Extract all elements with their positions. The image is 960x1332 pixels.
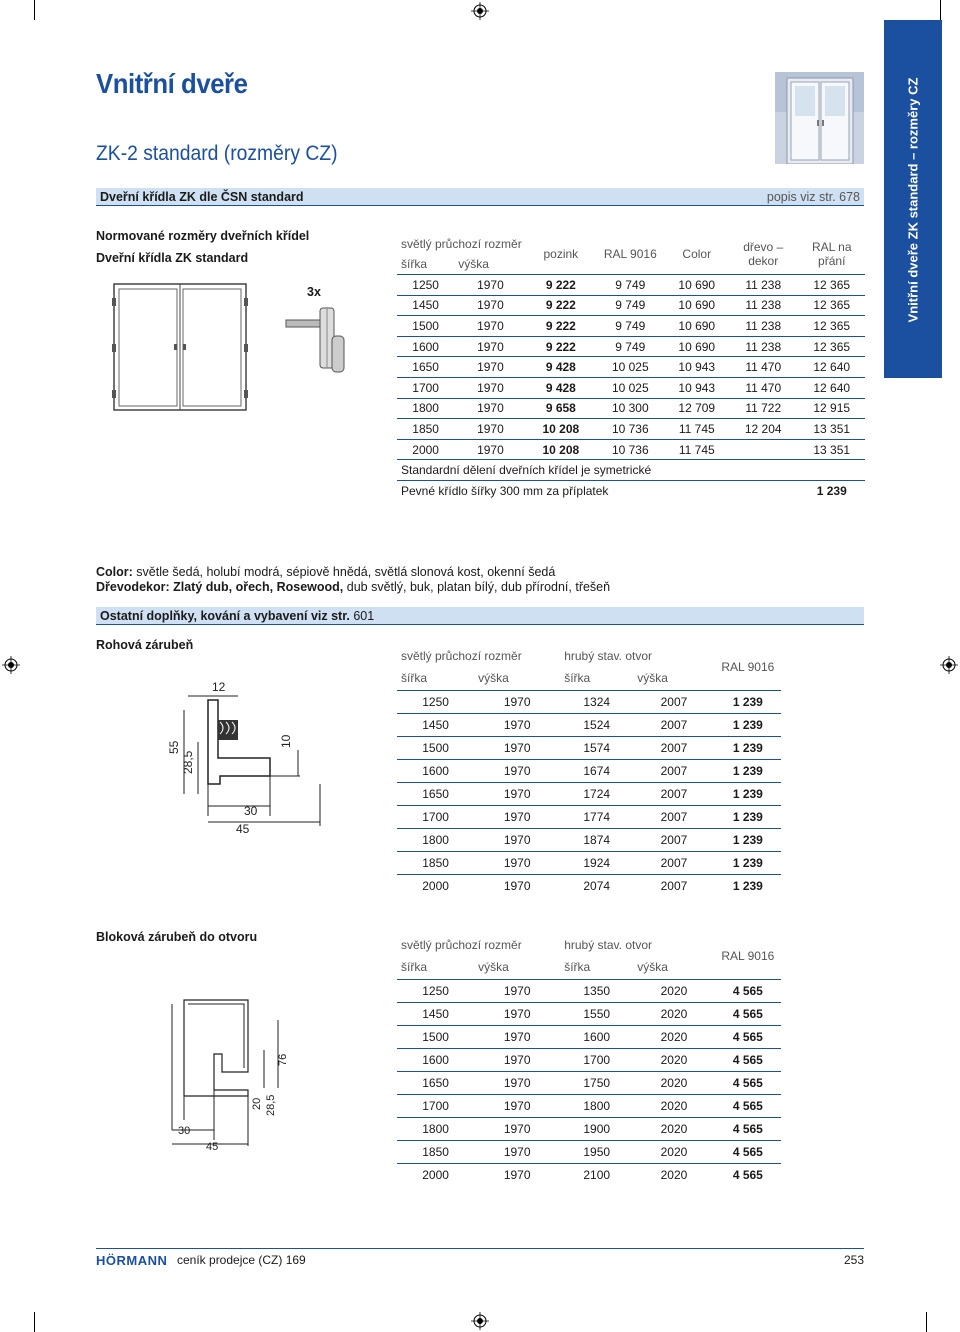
table-row	[397, 1094, 781, 1117]
table-cell: 10 208	[527, 439, 595, 460]
table-cell: 2074	[560, 874, 633, 897]
dim-45: 45	[206, 1141, 219, 1153]
table-cell: 2020	[633, 1140, 714, 1163]
table-cell: 1250	[397, 690, 474, 713]
registration-mark-icon	[2, 656, 20, 674]
table-cell: 1800	[397, 398, 454, 419]
table-cell: 11 238	[728, 295, 798, 316]
table-cell: 12 365	[798, 275, 865, 296]
dim-12: 12	[212, 680, 226, 694]
bar-reference	[767, 190, 860, 204]
page-title: Vnitřní dveře	[96, 68, 248, 99]
table-cell: 1574	[560, 736, 633, 759]
table-cell: 2007	[633, 736, 714, 759]
table-cell: 9 222	[527, 295, 595, 316]
table-cell: 1600	[397, 336, 454, 357]
table-cell: 10 025	[595, 378, 665, 399]
table-cell: 4 565	[715, 1002, 781, 1025]
table-cell: 1600	[397, 759, 474, 782]
table-cell: 2007	[633, 874, 714, 897]
table-cell: 9 222	[527, 316, 595, 337]
table-row	[397, 828, 781, 851]
table-cell: 1 239	[715, 690, 781, 713]
table-cell: 9 658	[527, 398, 595, 419]
table-cell: 10 690	[666, 275, 728, 296]
table-cell: 9 749	[595, 295, 665, 316]
table-cell: 1970	[454, 316, 526, 337]
block-frame-profile-drawing	[160, 980, 300, 1160]
table-row	[397, 295, 865, 316]
dim-30: 30	[178, 1125, 191, 1137]
table-cell: 9 749	[595, 336, 665, 357]
table-cell: 4 565	[715, 1163, 781, 1186]
table-cell: 1450	[397, 295, 454, 316]
table-cell: 2020	[633, 979, 714, 1002]
table-cell: 12 365	[798, 316, 865, 337]
table-cell: 1970	[474, 1002, 560, 1025]
dim-55: 55	[167, 740, 181, 754]
table-cell: 2100	[560, 1163, 633, 1186]
col-header-height: výška	[478, 960, 509, 975]
dim-30: 30	[244, 804, 258, 818]
registration-mark-icon	[471, 2, 489, 20]
table-cell: 11 722	[728, 398, 798, 419]
table-cell: 12 915	[798, 398, 865, 419]
table-row	[397, 759, 781, 782]
table-cell: 1700	[397, 805, 474, 828]
registration-mark-icon	[940, 656, 958, 674]
color-text: světle šedá, holubí modrá, sépiově hnědá, světlá slonová kost, okenní šedá	[132, 565, 556, 579]
table-cell: 1970	[474, 713, 560, 736]
table-cell: 12 709	[666, 398, 728, 419]
table-cell: 1 239	[715, 828, 781, 851]
table-cell: 1 239	[715, 851, 781, 874]
table-cell: 1850	[397, 419, 454, 440]
door-thumbnail-image	[775, 72, 864, 164]
table-cell: 9 749	[595, 275, 665, 296]
color-line	[96, 565, 555, 579]
crop-mark-bl	[34, 1312, 35, 1332]
table-row	[397, 1002, 781, 1025]
table-cell: 1970	[454, 439, 526, 460]
door-price-table	[397, 234, 865, 501]
table-cell: 2007	[633, 851, 714, 874]
table-cell: 1700	[560, 1048, 633, 1071]
table-cell: 9 749	[595, 316, 665, 337]
table-cell: 1970	[474, 1048, 560, 1071]
col-header-width: šířka	[564, 671, 591, 686]
table-cell: 2007	[633, 782, 714, 805]
table-cell: 1924	[560, 851, 633, 874]
table-cell: 11 470	[728, 378, 798, 399]
dim-28-5: 28,5	[265, 1094, 277, 1116]
hinge-icon	[284, 306, 354, 376]
hinge-quantity: 3x	[307, 285, 321, 299]
table-cell: 1970	[474, 805, 560, 828]
table-cell: 1250	[397, 979, 474, 1002]
table-cell: 2020	[633, 1048, 714, 1071]
table-cell: 1 239	[715, 759, 781, 782]
table-cell: 1 239	[715, 782, 781, 805]
table-cell: 10 690	[666, 316, 728, 337]
col-header-height: výška	[637, 960, 668, 975]
table-cell: 12 640	[798, 357, 865, 378]
table-cell: 1970	[474, 851, 560, 874]
corner-frame-profile-drawing	[160, 676, 330, 836]
col-header-width: šířka	[401, 960, 428, 975]
table-cell: 10 943	[666, 357, 728, 378]
crop-mark-tr	[940, 0, 941, 20]
table-row	[397, 275, 865, 296]
table-cell: 1970	[474, 1071, 560, 1094]
wood-line	[96, 580, 610, 594]
table-cell: 12 365	[798, 336, 865, 357]
table-cell: 1800	[397, 1117, 474, 1140]
table-cell: 10 943	[666, 378, 728, 399]
table-cell: 1324	[560, 690, 633, 713]
table-row	[397, 690, 781, 713]
table-cell: 1550	[560, 1002, 633, 1025]
table-cell: 9 428	[527, 357, 595, 378]
table-cell: 2007	[633, 759, 714, 782]
table-cell: 11 745	[666, 439, 728, 460]
col-header-ral-custom: RAL na přání	[811, 240, 852, 269]
table-row	[397, 851, 781, 874]
table-cell: 10 690	[666, 336, 728, 357]
side-tab-label: Vnitřní dveře ZK standard – rozměry CZ	[905, 77, 921, 323]
table-cell: 11 238	[728, 316, 798, 337]
table-cell: 12 640	[798, 378, 865, 399]
table-cell: 1970	[474, 759, 560, 782]
bar-reference-label: popis viz str.	[766, 190, 836, 204]
table-cell: 1650	[397, 1071, 474, 1094]
table-cell: 1450	[397, 713, 474, 736]
table-cell: 1970	[454, 275, 526, 296]
table-row	[397, 378, 865, 399]
table-cell: 2000	[397, 874, 474, 897]
table-row	[397, 805, 781, 828]
table-cell: 2020	[633, 1163, 714, 1186]
table-cell: 1450	[397, 1002, 474, 1025]
table-row	[397, 782, 781, 805]
table-cell: 1970	[474, 782, 560, 805]
table-cell: 4 565	[715, 1117, 781, 1140]
accessories-bar	[96, 607, 864, 625]
table-row	[397, 357, 865, 378]
col-header-light-dimension: světlý průchozí rozměr	[401, 648, 522, 663]
table-cell: 2020	[633, 1117, 714, 1140]
col-header-primer: pozink	[543, 247, 579, 262]
table-cell: 1700	[397, 378, 454, 399]
table-cell: 2007	[633, 805, 714, 828]
block-frame-title: Bloková zárubeň do otvoru	[96, 930, 258, 944]
table-row	[397, 1025, 781, 1048]
table-cell: 1700	[397, 1094, 474, 1117]
table-cell: 9 428	[527, 378, 595, 399]
table-row	[397, 419, 865, 440]
table-row	[397, 1048, 781, 1071]
col-header-light-dimension: světlý průchozí rozměr	[401, 237, 522, 251]
table-cell: 1970	[454, 398, 526, 419]
table-cell: 1970	[474, 1025, 560, 1048]
table-cell: 4 565	[715, 1094, 781, 1117]
dim-45: 45	[236, 822, 250, 836]
table-cell: 1600	[560, 1025, 633, 1048]
table-row	[397, 736, 781, 759]
table-cell: 11 238	[728, 336, 798, 357]
col-header-width: šířka	[564, 960, 591, 975]
table-cell: 13 351	[798, 439, 865, 460]
table-cell: 9 222	[527, 336, 595, 357]
col-header-width: šířka	[401, 257, 428, 272]
table-cell: 4 565	[715, 1048, 781, 1071]
dim-76: 76	[277, 1053, 289, 1066]
registration-mark-icon	[471, 1312, 489, 1330]
table-cell: 2007	[633, 713, 714, 736]
table-cell: 1970	[474, 874, 560, 897]
table-cell: 1970	[474, 1140, 560, 1163]
col-header-height: výška	[478, 671, 509, 686]
corner-frame-title: Rohová zárubeň	[96, 638, 194, 652]
table-row	[397, 439, 865, 460]
table-cell: 1774	[560, 805, 633, 828]
table-cell: 1970	[454, 336, 526, 357]
table-cell: 2020	[633, 1071, 714, 1094]
bar-reference-page: 678	[839, 190, 860, 204]
table-cell: 1600	[397, 1048, 474, 1071]
table-cell: 1970	[454, 357, 526, 378]
table-cell: 11 745	[666, 419, 728, 440]
table-cell: 10 300	[595, 398, 665, 419]
table-cell: 1970	[474, 736, 560, 759]
crop-mark-br	[926, 1312, 927, 1332]
table-cell: 4 565	[715, 1140, 781, 1163]
table-cell: 1 239	[715, 874, 781, 897]
note-symmetric: Standardní dělení dveřních křídel je symetrické	[397, 460, 865, 481]
table-cell: 1500	[397, 316, 454, 337]
table-cell: 1950	[560, 1140, 633, 1163]
wood-label: Dřevodekor: Zlatý dub, ořech, Rosewood,	[96, 580, 344, 594]
table-cell: 10 208	[527, 419, 595, 440]
table-cell: 1970	[474, 1094, 560, 1117]
footer-divider	[96, 1248, 864, 1249]
table-row	[397, 713, 781, 736]
table-cell: 1674	[560, 759, 633, 782]
table-cell: 1850	[397, 851, 474, 874]
accessories-page: 601	[353, 609, 375, 623]
table-cell: 1970	[474, 1163, 560, 1186]
table-cell: 1970	[474, 1117, 560, 1140]
dim-20: 20	[251, 1097, 263, 1110]
section-header-bar	[96, 188, 864, 206]
col-header-height: výška	[637, 671, 668, 686]
table-cell: 1900	[560, 1117, 633, 1140]
table-cell: 1500	[397, 736, 474, 759]
color-label: Color:	[96, 565, 133, 579]
table-cell: 2020	[633, 1002, 714, 1025]
table-cell: 1874	[560, 828, 633, 851]
table-row	[397, 316, 865, 337]
table-cell: 1970	[474, 979, 560, 1002]
double-door-drawing	[112, 282, 248, 412]
footer-text: ceník prodejce (CZ) 169	[177, 1253, 306, 1267]
col-header-height: výška	[458, 257, 489, 272]
wood-text: dub světlý, buk, platan bílý, dub přírodní, třešeň	[343, 580, 611, 594]
table-cell: 1970	[454, 295, 526, 316]
table-cell: 1350	[560, 979, 633, 1002]
table-cell: 1 239	[715, 805, 781, 828]
table-cell: 1850	[397, 1140, 474, 1163]
table-cell: 2007	[633, 690, 714, 713]
table-cell: 1970	[454, 419, 526, 440]
bar-title: Dveřní křídla ZK dle ČSN standard	[100, 190, 304, 204]
table-cell: 1650	[397, 782, 474, 805]
col-header-ral: RAL 9016	[721, 659, 775, 674]
side-tab	[884, 20, 942, 378]
table-cell: 1250	[397, 275, 454, 296]
crop-mark-tl	[34, 0, 35, 20]
table-cell: 1970	[454, 378, 526, 399]
table-cell: 2020	[633, 1094, 714, 1117]
intro-line-2: Dveřní křídla ZK standard	[96, 251, 249, 265]
note-fixed-leaf-price: 1 239	[798, 481, 865, 502]
table-cell: 12 365	[798, 295, 865, 316]
table-cell: 4 565	[715, 1025, 781, 1048]
col-header-color: Color	[682, 247, 712, 262]
table-cell: 4 565	[715, 979, 781, 1002]
block-frame-table	[397, 933, 781, 1186]
col-header-light-dimension: světlý průchozí rozměr	[401, 937, 522, 952]
table-cell: 2007	[633, 828, 714, 851]
table-cell: 10 736	[595, 439, 665, 460]
table-row	[397, 1163, 781, 1186]
table-row	[397, 1117, 781, 1140]
col-header-ral: RAL 9016	[721, 948, 775, 963]
table-cell: 2020	[633, 1025, 714, 1048]
table-cell: 1970	[474, 690, 560, 713]
table-cell: 1650	[397, 357, 454, 378]
dim-10: 10	[279, 734, 293, 748]
section-title: ZK-2 standard (rozměry CZ)	[96, 142, 338, 165]
table-cell: 11 238	[728, 275, 798, 296]
table-row	[397, 874, 781, 897]
table-cell: 4 565	[715, 1071, 781, 1094]
corner-frame-table	[397, 644, 781, 897]
table-row	[397, 979, 781, 1002]
table-cell: 1800	[560, 1094, 633, 1117]
brand-logo: HÖRMANN	[96, 1253, 168, 1268]
table-cell: 10 025	[595, 357, 665, 378]
page-number: 253	[843, 1253, 864, 1267]
table-cell: 1 239	[715, 736, 781, 759]
table-cell: 1 239	[715, 713, 781, 736]
col-header-width: šířka	[401, 671, 428, 686]
table-row	[397, 1140, 781, 1163]
table-cell: 1970	[474, 828, 560, 851]
table-cell: 9 222	[527, 275, 595, 296]
table-cell: 1500	[397, 1025, 474, 1048]
table-row	[397, 336, 865, 357]
table-cell: 10 736	[595, 419, 665, 440]
col-header-wood: dřevo – dekor	[743, 240, 784, 269]
table-cell: 2000	[397, 1163, 474, 1186]
table-cell: 1524	[560, 713, 633, 736]
table-row	[397, 1071, 781, 1094]
table-cell: 11 470	[728, 357, 798, 378]
dim-28-5: 28,5	[181, 750, 195, 774]
table-cell	[728, 439, 798, 460]
note-fixed-leaf: Pevné křídlo šířky 300 mm za příplatek	[397, 481, 798, 502]
table-cell: 2000	[397, 439, 454, 460]
table-row	[397, 398, 865, 419]
table-cell: 10 690	[666, 295, 728, 316]
col-header-rough-opening: hrubý stav. otvor	[564, 648, 653, 663]
col-header-rough-opening: hrubý stav. otvor	[564, 937, 653, 952]
accessories-label: Ostatní doplňky, kování a vybavení viz str.	[100, 609, 350, 623]
table-cell: 1724	[560, 782, 633, 805]
col-header-ral: RAL 9016	[603, 247, 657, 262]
table-cell: 12 204	[728, 419, 798, 440]
table-cell: 1800	[397, 828, 474, 851]
table-cell: 1750	[560, 1071, 633, 1094]
intro-line-1: Normované rozměry dveřních křídel	[96, 229, 310, 243]
table-cell: 13 351	[798, 419, 865, 440]
